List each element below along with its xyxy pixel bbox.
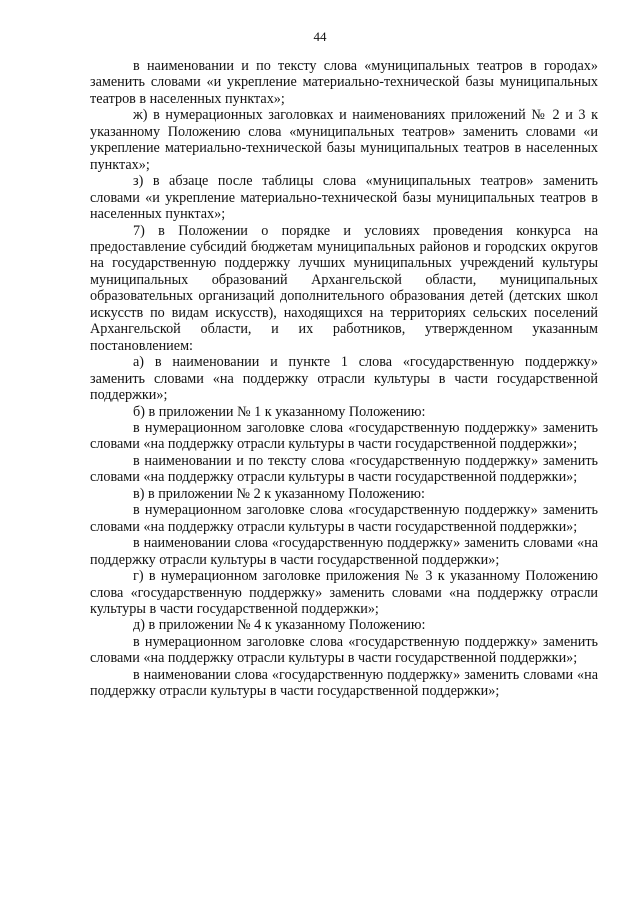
paragraph: 7) в Положении о порядке и условиях проведения конкурса на предоставление субсидий бюджетам муниципальных районов и городских округов на государственную поддержку лучших муниципальных учреждений культуры муниципальных образований Архангельской области, муниципальных образовательных организаций дополнительного образования детей (детских школ искусств по видам искусств), находящихся на территориях сельских поселений Архангельской области, и их работников, утвержденном указанным постановлением:	[90, 222, 598, 354]
paragraph: в наименовании слова «государственную поддержку» заменить словами «на поддержку отрасли культуры в части государственной поддержки»;	[90, 535, 598, 568]
paragraph: б) в приложении № 1 к указанному Положению:	[133, 403, 426, 420]
paragraph: в нумерационном заголовке слова «государственную поддержку» заменить словами «на поддержку отрасли культуры в части государственной поддержки»;	[90, 502, 598, 535]
document-body	[90, 58, 598, 700]
paragraph: а) в наименовании и пункте 1 слова «государственную поддержку» заменить словами «на поддержку отрасли культуры в части государственной поддержки»;	[90, 354, 598, 404]
paragraph: д) в приложении № 4 к указанному Положению:	[133, 617, 426, 634]
paragraph: в нумерационном заголовке слова «государственную поддержку» заменить словами «на поддержку отрасли культуры в части государственной поддержки»;	[90, 633, 598, 667]
paragraph: в наименовании и по тексту слова «государственную поддержку» заменить словами «на поддержку отрасли культуры в части государственной поддержки»;	[90, 452, 598, 486]
paragraph: в наименовании слова «государственную поддержку» заменить словами «на поддержку отрасли культуры в части государственной поддержки»;	[90, 666, 598, 700]
paragraph: г) в нумерационном заголовке приложения № 3 к указанному Положению слова «государственную поддержку» заменить словами «на поддержку отрасли культуры в части государственной поддержки»;	[90, 568, 598, 617]
paragraph: в наименовании и по тексту слова «муниципальных театров в городах» заменить словами «и укрепление материально-технической базы муниципальных театров в населенных пунктах»;	[90, 58, 598, 107]
paragraph: в) в приложении № 2 к указанному Положению:	[133, 485, 425, 502]
page-number: 44	[313, 29, 327, 44]
paragraph: ж) в нумерационных заголовках и наименованиях приложений № 2 и 3 к указанному Положению слова «муниципальных театров» заменить словами «и укрепление материально-технической базы муниципальных театров в населенных пунктах»;	[90, 107, 598, 173]
paragraph: з) в абзаце после таблицы слова «муниципальных театров» заменить словами «и укрепление материально-технической базы муниципальных театров в населенных пунктах»;	[90, 173, 598, 223]
paragraph: в нумерационном заголовке слова «государственную поддержку» заменить словами «на поддержку отрасли культуры в части государственной поддержки»;	[90, 419, 598, 453]
